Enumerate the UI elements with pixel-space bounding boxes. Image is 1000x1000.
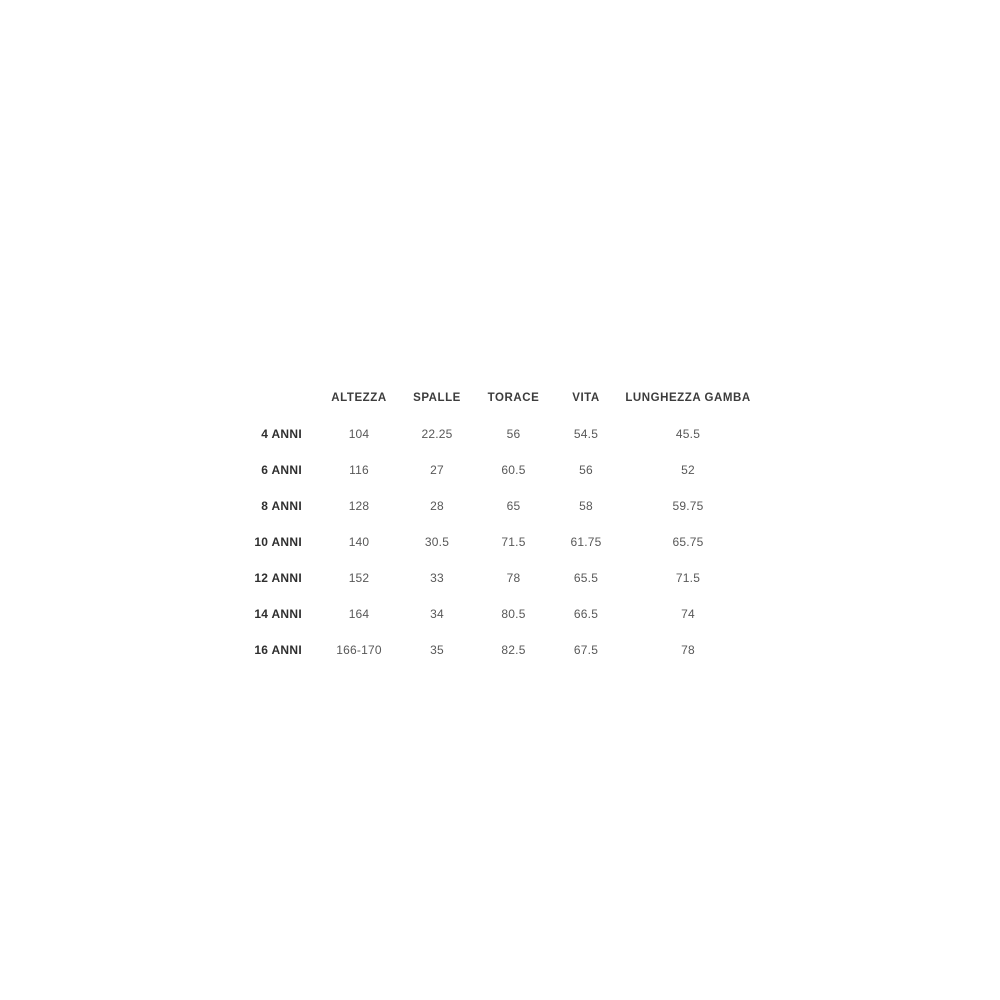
column-header-torace: TORACE: [487, 392, 540, 404]
cell-spalle: 35: [430, 643, 444, 657]
cell-spalle: 27: [430, 463, 444, 477]
cell-spalle: 33: [430, 571, 444, 585]
cell-torace: 80.5: [501, 607, 526, 621]
cell-lunghezza-gamba: 52: [681, 463, 695, 477]
cell-vita: 56: [579, 463, 593, 477]
cell-vita: 67.5: [573, 643, 599, 657]
cell-torace: 78: [506, 571, 521, 585]
row-label: 8 ANNI: [261, 499, 302, 513]
column-header-corner: [225, 380, 320, 416]
row-label: 4 ANNI: [261, 427, 302, 441]
cell-altezza: 104: [348, 427, 370, 441]
size-chart: [225, 380, 755, 668]
cell-vita: 65.5: [573, 571, 599, 585]
cell-lunghezza-gamba: 45.5: [675, 427, 701, 441]
cell-spalle: 28: [430, 499, 444, 513]
table-body: [225, 416, 755, 668]
column-header-spalle: SPALLE: [413, 392, 461, 404]
cell-altezza: 116: [349, 463, 369, 477]
cell-spalle: 34: [430, 607, 444, 621]
cell-altezza: 152: [348, 571, 370, 585]
table-row: [225, 560, 755, 596]
cell-spalle: 22.25: [421, 427, 453, 441]
cell-torace: 71.5: [501, 535, 526, 549]
table-row: [225, 416, 755, 452]
table-row: [225, 452, 755, 488]
cell-vita: 61.75: [570, 535, 602, 549]
size-chart-table: [225, 380, 755, 668]
row-label: 16 ANNI: [254, 643, 302, 657]
cell-torace: 82.5: [501, 643, 526, 657]
table-header-row: [225, 380, 755, 416]
cell-altezza: 128: [348, 499, 370, 513]
row-label: 6 ANNI: [261, 463, 302, 477]
cell-lunghezza-gamba: 59.75: [672, 499, 704, 513]
column-header-altezza: ALTEZZA: [331, 392, 387, 404]
column-header-vita: VITA: [572, 392, 600, 404]
table-row: [225, 596, 755, 632]
table-row: [225, 524, 755, 560]
cell-altezza: 164: [348, 607, 370, 621]
cell-torace: 60.5: [501, 463, 526, 477]
cell-lunghezza-gamba: 65.75: [672, 535, 704, 549]
row-label: 14 ANNI: [254, 607, 302, 621]
table-row: [225, 632, 755, 668]
cell-torace: 56: [506, 427, 521, 441]
row-label: 10 ANNI: [254, 535, 302, 549]
cell-vita: 66.5: [573, 607, 599, 621]
cell-vita: 54.5: [573, 427, 599, 441]
cell-spalle: 30.5: [424, 535, 450, 549]
cell-torace: 65: [506, 499, 521, 513]
cell-vita: 58: [579, 499, 593, 513]
table-header: [225, 380, 755, 416]
row-label: 12 ANNI: [254, 571, 302, 585]
cell-lunghezza-gamba: 71.5: [675, 571, 701, 585]
cell-altezza: 166-170: [336, 643, 382, 657]
cell-lunghezza-gamba: 78: [681, 643, 695, 657]
column-header-lunghezza-gamba: LUNGHEZZA GAMBA: [625, 392, 751, 404]
table-row: [225, 488, 755, 524]
cell-altezza: 140: [348, 535, 370, 549]
cell-lunghezza-gamba: 74: [681, 607, 695, 621]
